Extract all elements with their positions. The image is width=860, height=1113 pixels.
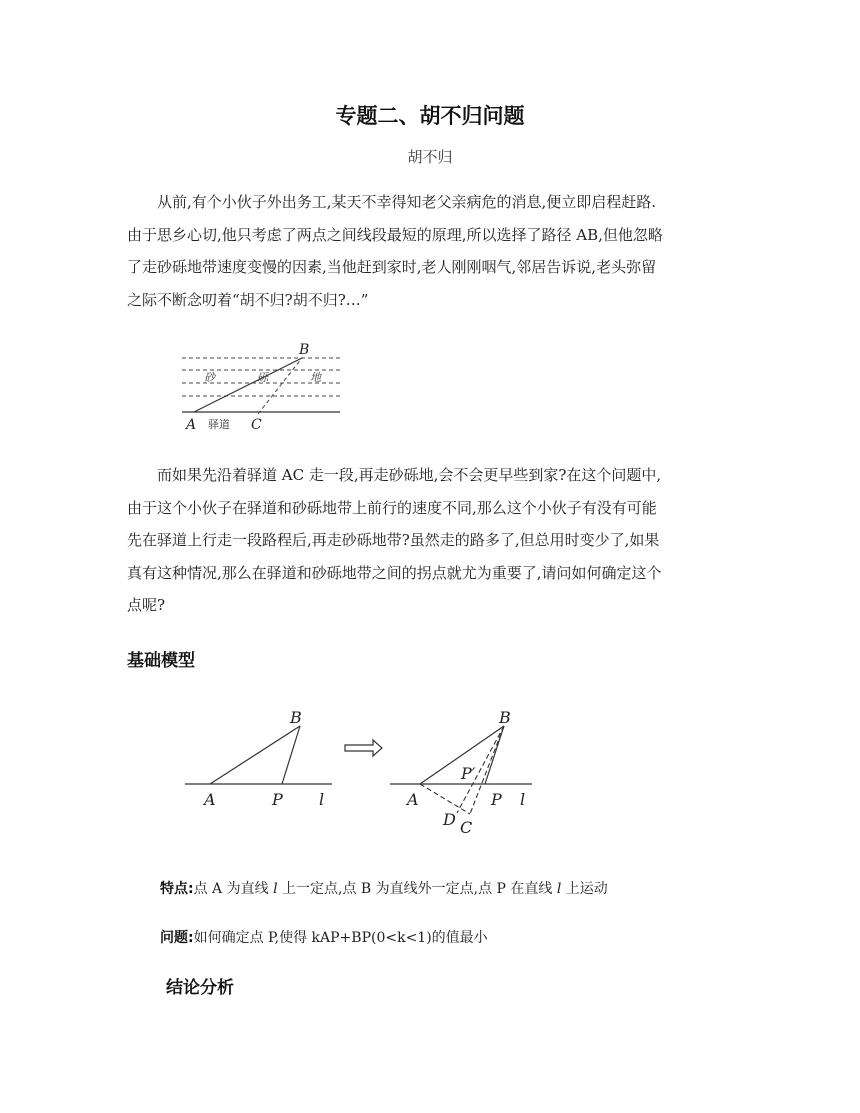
sand-label: 砂	[204, 371, 215, 384]
point-b-label: B	[299, 342, 310, 358]
point-a-label: A	[186, 417, 197, 433]
road-sand-figure	[178, 337, 346, 433]
label-p: P	[491, 790, 502, 809]
section-heading-conclusion: 结论分析	[166, 978, 234, 998]
question-text: 如何确定点 P,使得 kAP+BP(0<k<1)的值最小	[193, 930, 488, 946]
page-subtitle: 胡不归	[407, 148, 453, 166]
left-diagram	[185, 708, 332, 809]
feature-text: 上运动	[561, 881, 608, 897]
question-line: 点呢?	[127, 596, 166, 615]
question-note	[160, 927, 488, 947]
feature-label: 特点:	[160, 881, 194, 897]
label-b: B	[290, 708, 302, 727]
sand-label: 地	[310, 371, 321, 384]
label-a: A	[204, 790, 216, 809]
feature-text: 上一定点,点 B 为直线外一定点,点 P 在直线	[277, 881, 557, 897]
story-line: 了走砂砾地带速度变慢的因素,当他赶到家时,老人刚刚咽气,邻居告诉说,老头弥留	[127, 258, 657, 277]
label-b: B	[499, 708, 511, 727]
label-p: P	[272, 790, 283, 809]
story-line: 由于思乡心切,他只考虑了两点之间线段最短的原理,所以选择了路径 AB,但他忽略	[127, 225, 663, 244]
segment-bp	[282, 726, 300, 784]
sand-label: 砾	[257, 371, 268, 384]
question-line: 先在驿道上行走一段路程后,再走砂砾地带?虽然走的路多了,但总用时变少了,如果	[127, 531, 660, 550]
path-ab-line	[194, 358, 302, 412]
question-paragraph	[127, 459, 739, 622]
question-line: 真有这种情况,那么在驿道和砂砾地带之间的拐点就尤为重要了,请问如何确定这个	[127, 563, 662, 582]
label-l: l	[319, 790, 325, 809]
feature-line-symbol: l	[273, 881, 278, 897]
feature-text: 点 A 为直线	[193, 881, 274, 897]
road-label: 驿道	[208, 418, 230, 431]
label-p-prime: P′	[461, 764, 476, 783]
feature-line-symbol: l	[556, 881, 562, 897]
feature-note	[160, 878, 608, 898]
path-cb-line	[258, 358, 302, 414]
point-c-label: C	[251, 417, 262, 433]
question-line: 而如果先沿着驿道 AC 走一段,再走砂砾地,会不会更早些到家?在这个问题中,	[157, 466, 662, 484]
arrow-icon	[345, 740, 382, 756]
label-d: D	[443, 810, 456, 829]
label-l: l	[520, 790, 526, 809]
question-line: 由于这个小伙子在驿道和砂砾地带上前行的速度不同,那么这个小伙子有没有可能	[127, 498, 657, 517]
story-line: 之际不断念叨着“胡不归?胡不归?…”	[127, 290, 369, 309]
story-line: 从前,有个小伙子外出务工,某天不幸得知老父亲病危的消息,便立即启程赶路.	[157, 193, 657, 211]
question-label: 问题:	[160, 930, 194, 946]
basic-model-figure	[180, 702, 540, 840]
label-a: A	[407, 790, 419, 809]
segment-ab	[210, 726, 300, 784]
right-diagram	[390, 708, 532, 837]
section-heading-basic-model: 基础模型	[127, 651, 195, 671]
label-c: C	[460, 818, 473, 837]
story-paragraph	[127, 186, 739, 316]
page-title: 专题二、胡不归问题	[335, 104, 525, 128]
